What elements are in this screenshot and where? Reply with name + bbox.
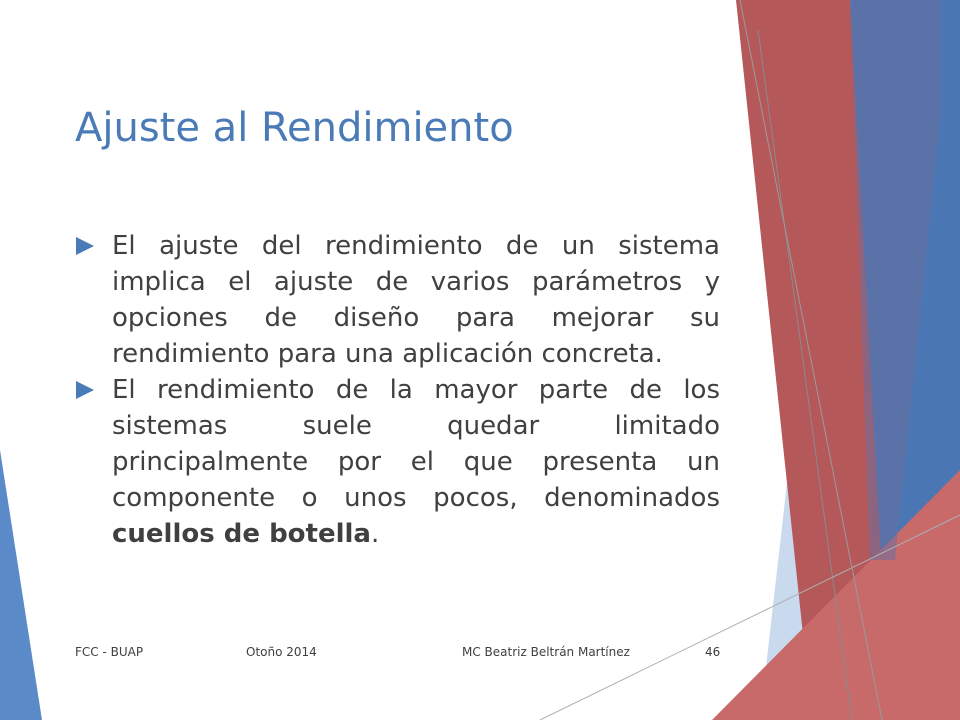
footer-author: MC Beatriz Beltrán Martínez bbox=[462, 645, 630, 659]
play-arrow-icon bbox=[76, 237, 94, 255]
play-arrow-icon bbox=[76, 381, 94, 399]
slide-title: Ajuste al Rendimiento bbox=[75, 105, 514, 151]
bullet-emphasis: cuellos de botella bbox=[112, 519, 371, 549]
footer-date: Otoño 2014 bbox=[246, 645, 317, 659]
bullet-item bbox=[72, 228, 720, 372]
bullet-item bbox=[72, 372, 720, 552]
page-number: 46 bbox=[705, 645, 721, 659]
bullet-text: El ajuste del rendimiento de un sistema implica el ajuste de varios parámetros y opciones de diseño para mejorar su rendimiento para una aplicación concreta. bbox=[112, 231, 720, 369]
left-blue-wedge bbox=[0, 450, 42, 720]
bullet-text: El rendimiento de la mayor parte de los sistemas suele quedar limitado principalmente por el que presenta un componente o unos pocos, denominados bbox=[112, 375, 720, 513]
bullet-list bbox=[72, 228, 720, 552]
footer-institution: FCC - BUAP bbox=[75, 645, 144, 659]
bullet-text-end: . bbox=[370, 519, 380, 549]
